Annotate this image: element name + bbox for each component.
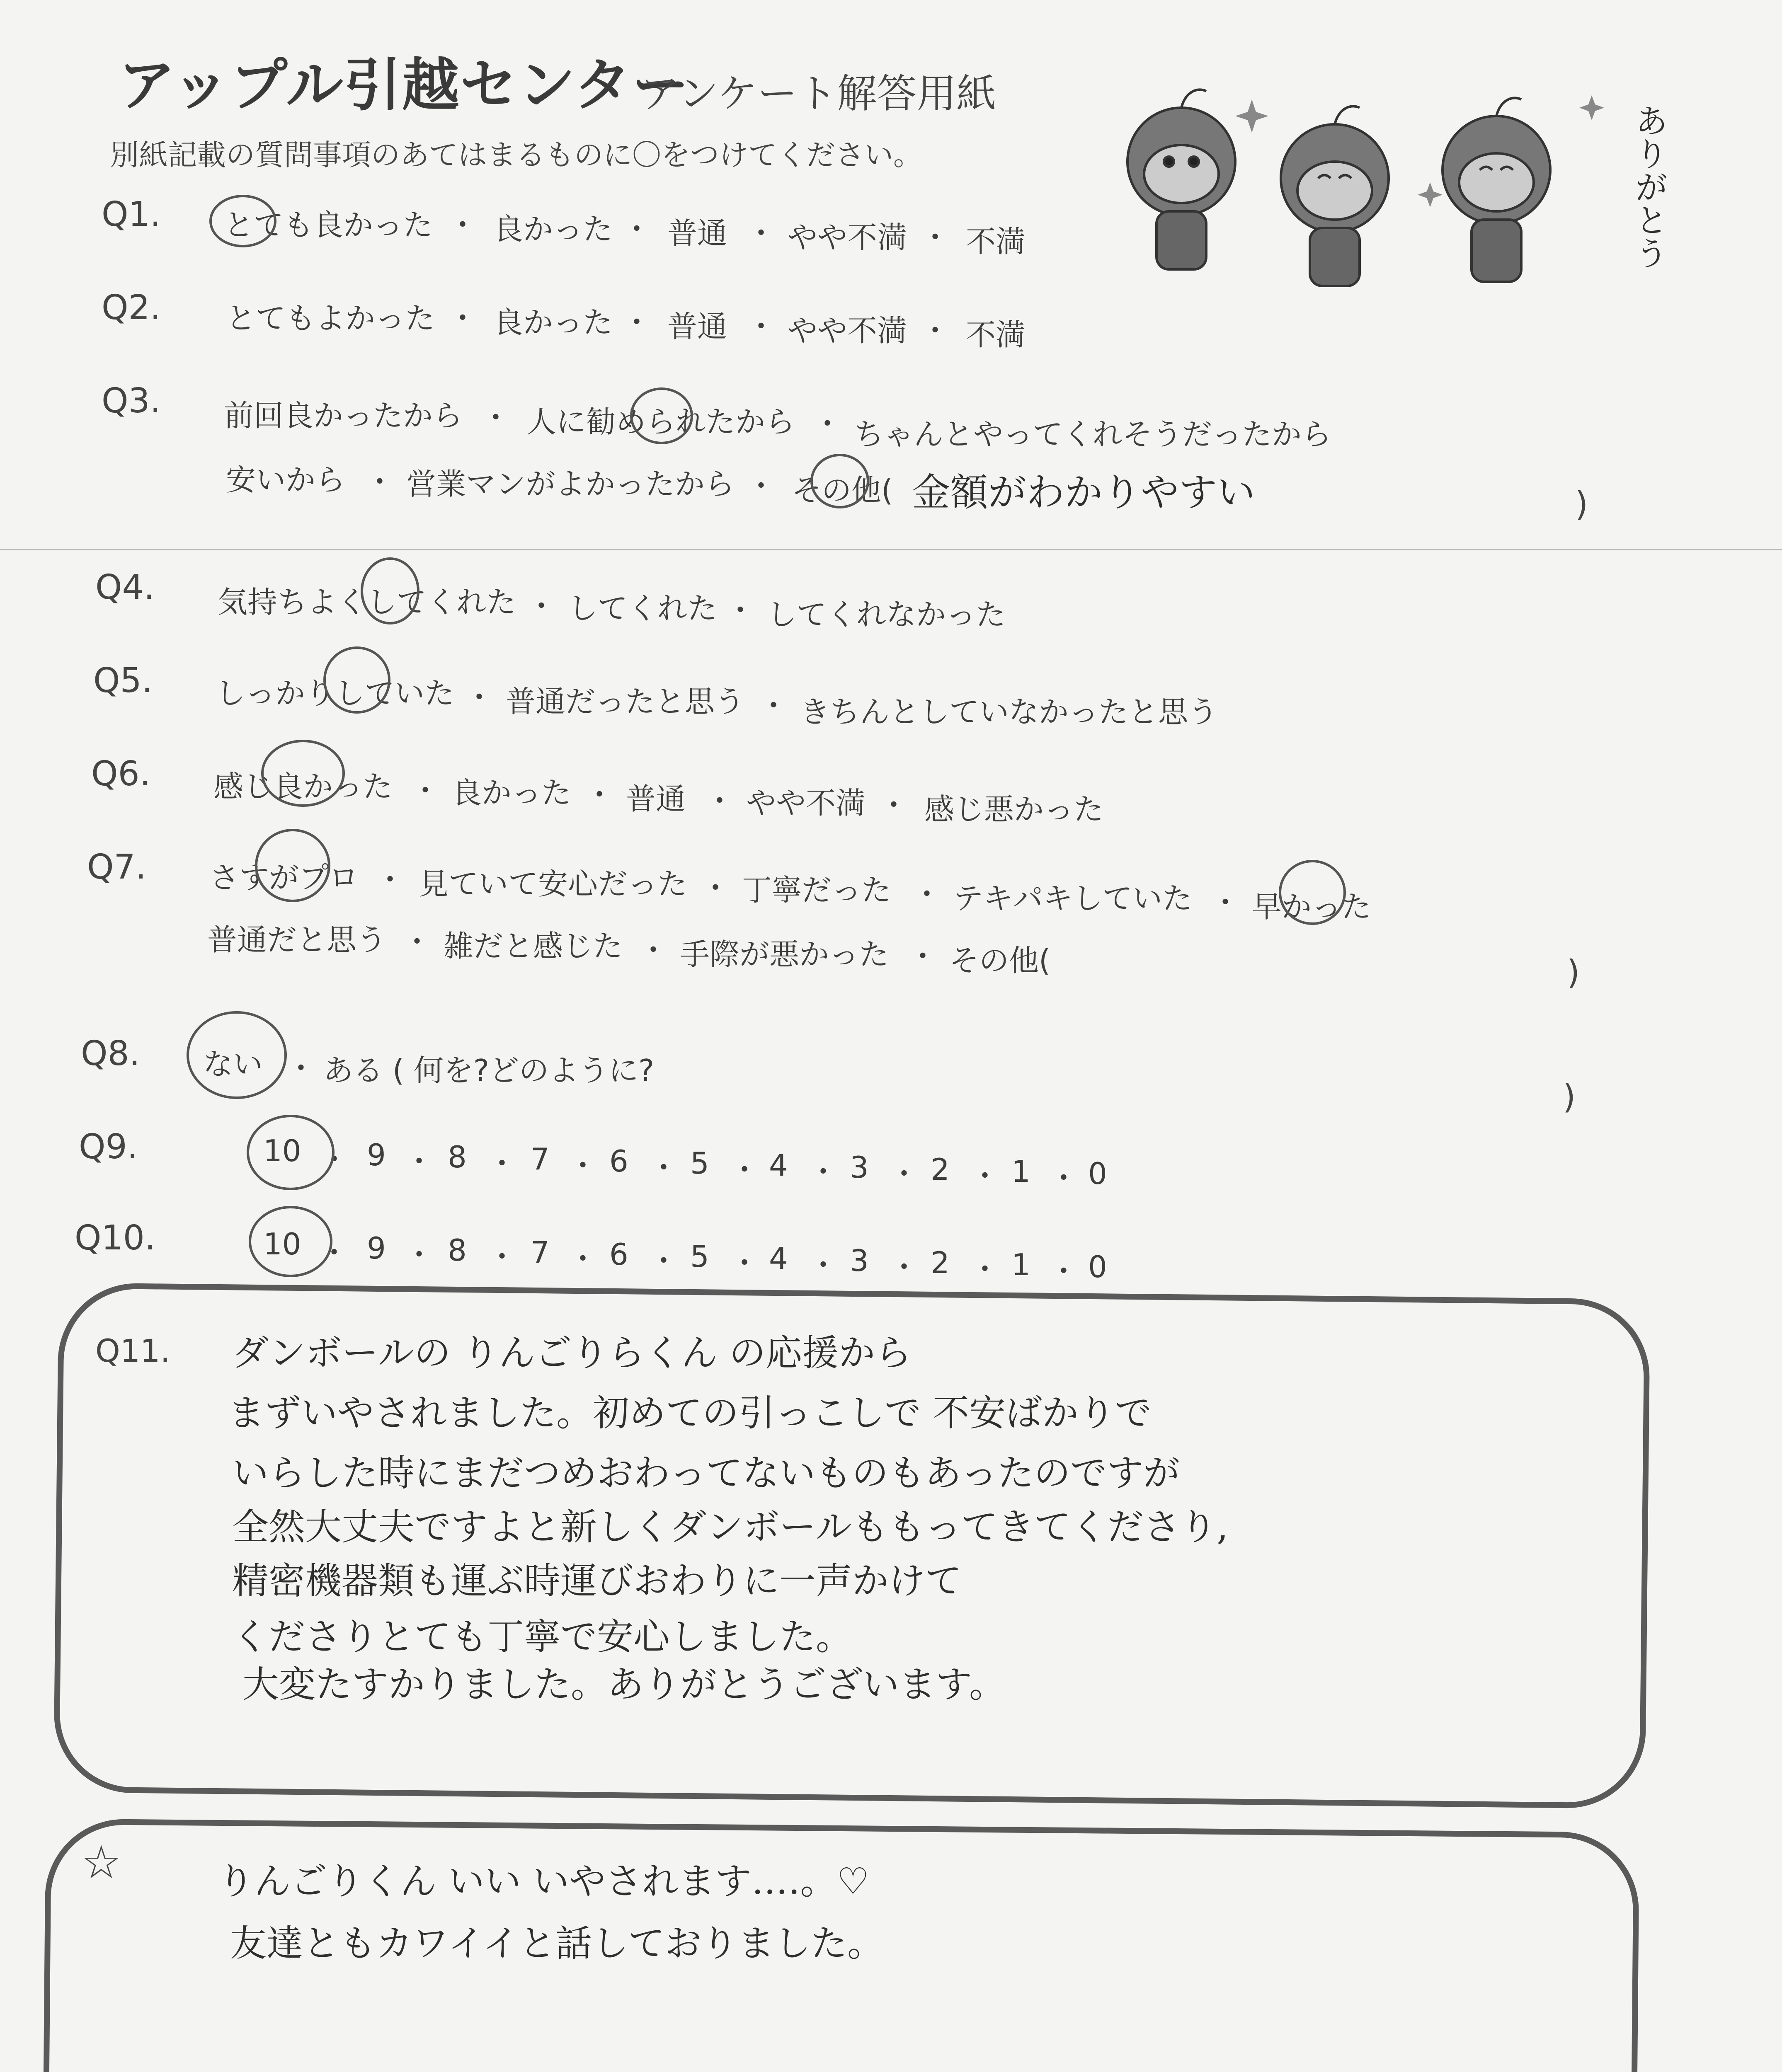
q10-value-3[interactable]: 3 [850, 1243, 869, 1278]
q3-option[interactable]: 人に勧められたから [526, 404, 795, 439]
q1-option[interactable]: 普通 [667, 216, 727, 251]
separator: ・ [481, 400, 511, 435]
q7-close-paren: ) [1567, 953, 1580, 992]
q8-close-paren: ) [1563, 1077, 1576, 1116]
q6-option[interactable]: やや不満 [746, 786, 866, 821]
q3-other-handwriting: 金額がわかりやすい [912, 470, 1256, 515]
q1-option[interactable]: とても良かった [224, 208, 433, 242]
separator: ・ [1049, 1254, 1079, 1289]
q7-option[interactable]: 普通だと思う [207, 922, 387, 957]
separator: ・ [286, 1051, 316, 1086]
q5-option[interactable]: きちんとしていなかったと思う [800, 695, 1218, 729]
separator: ・ [970, 1252, 1000, 1287]
q3-option-other[interactable]: その他( [792, 473, 893, 508]
separator: ・ [808, 1248, 839, 1283]
q10-value-8[interactable]: 8 [448, 1233, 467, 1268]
separator: ・ [319, 1142, 349, 1177]
q3-other-circle [810, 454, 869, 508]
separator: ・ [746, 309, 776, 344]
q9-value-8[interactable]: 8 [448, 1140, 467, 1174]
q2-label: Q2. [102, 288, 161, 327]
separator: ・ [568, 1148, 598, 1183]
separator: ・ [365, 465, 395, 499]
star-icon: ☆ [81, 1836, 122, 1889]
q3-label: Q3. [102, 381, 161, 421]
q7-option[interactable]: 見ていて安心だった [419, 867, 688, 901]
q2-option[interactable]: とてもよかった [226, 301, 435, 336]
q10-value-7[interactable]: 7 [531, 1235, 550, 1270]
q5-option[interactable]: 普通だったと思う [506, 684, 745, 719]
q10-value-2[interactable]: 2 [931, 1245, 950, 1280]
q9-value-7[interactable]: 7 [531, 1142, 550, 1176]
q7-answer-circle-1 [255, 829, 330, 902]
q9-answer-circle [247, 1115, 335, 1190]
separator: ・ [730, 1246, 760, 1280]
q7-option-other[interactable]: その他( [949, 943, 1051, 978]
q9-value-2[interactable]: 2 [931, 1152, 950, 1187]
q9-value-5[interactable]: 5 [690, 1146, 709, 1181]
q6-answer-circle [261, 740, 345, 807]
separator: ・ [908, 939, 938, 974]
separator: ・ [912, 877, 942, 912]
q11-handwriting-line: くださりとても丁寧で安心しました。 [232, 1615, 853, 1658]
q10-value-6[interactable]: 6 [609, 1237, 628, 1272]
separator: ・ [568, 1242, 598, 1276]
separator: ・ [404, 1237, 434, 1272]
separator: ・ [375, 862, 405, 897]
mascot-right-icon [1443, 98, 1550, 282]
q8-answer-circle [187, 1011, 287, 1099]
q1-option[interactable]: 良かった [493, 212, 613, 247]
q10-label: Q10. [75, 1218, 155, 1258]
separator: ・ [622, 305, 652, 340]
q10-value-10[interactable]: 10 [263, 1227, 301, 1261]
q3-option[interactable]: 前回良かったから [224, 398, 463, 433]
q5-answer-circle [323, 646, 390, 714]
q8-option[interactable]: ない [203, 1047, 263, 1082]
q4-option[interactable]: 気持ちよくしてくれた [218, 585, 516, 620]
q1-label: Q1. [102, 195, 161, 234]
q7-option[interactable]: テキパキしていた [953, 881, 1193, 916]
q10-value-9[interactable]: 9 [367, 1231, 386, 1266]
separator: ・ [584, 777, 615, 812]
separator: ・ [759, 688, 789, 723]
separator: ・ [487, 1239, 517, 1274]
separator: ・ [448, 208, 478, 242]
q11-handwriting-line: 全然大丈夫ですよと新しくダンボールももってきてくださり, [232, 1506, 1229, 1548]
q7-answer-circle-2 [1279, 860, 1346, 925]
q9-value-4[interactable]: 4 [769, 1148, 788, 1183]
separator: ・ [746, 216, 776, 251]
separator: ・ [410, 773, 441, 808]
q7-label: Q7. [87, 847, 146, 887]
separator: ・ [701, 871, 731, 905]
separator: ・ [808, 1155, 839, 1189]
separator: ・ [920, 220, 950, 255]
separator: ・ [649, 1150, 679, 1185]
q4-label: Q4. [95, 568, 155, 607]
q4-answer-circle [361, 557, 419, 625]
q4-option[interactable]: してくれなかった [767, 597, 1006, 632]
separator: ・ [812, 407, 843, 441]
q6-option[interactable]: 感じ良かった [213, 769, 393, 804]
q10-value-1[interactable]: 1 [1011, 1247, 1030, 1282]
q10-value-4[interactable]: 4 [769, 1241, 788, 1276]
separator: ・ [889, 1157, 919, 1191]
q2-option[interactable]: 不満 [966, 317, 1026, 352]
q2-option[interactable]: 良かった [493, 305, 613, 340]
star-handwriting-line: りんごりくん いい いやされます‥‥。♡ [218, 1860, 870, 1903]
star-handwriting-line: 友達ともカワイイと話しておりました。 [230, 1922, 884, 1965]
q11-handwriting-line: 精密機器類も運ぶ時運びおわりに一声かけて [232, 1559, 962, 1602]
q6-option[interactable]: 感じ悪かった [924, 792, 1104, 827]
q3-option[interactable]: 安いから [226, 462, 346, 497]
mascot-middle-icon [1281, 106, 1389, 286]
q7-option[interactable]: 丁寧だった [742, 873, 892, 908]
q8-label: Q8. [81, 1034, 140, 1073]
q9-value-9[interactable]: 9 [367, 1138, 386, 1172]
separator: ・ [526, 589, 557, 624]
q9-value-1[interactable]: 1 [1011, 1154, 1030, 1189]
q3-option[interactable]: 営業マンがよかったから [406, 467, 735, 501]
separator: ・ [705, 784, 735, 818]
separator: ・ [404, 1144, 434, 1179]
q5-option[interactable]: しっかりしていた [216, 676, 455, 711]
separator: ・ [464, 680, 495, 715]
q7-option[interactable]: 手際が悪かった [680, 937, 889, 972]
separator: ・ [879, 788, 909, 823]
q5-label: Q5. [93, 661, 153, 700]
separator: ・ [622, 212, 652, 247]
separator: ・ [1210, 885, 1241, 920]
separator: ・ [638, 933, 669, 968]
q9-value-10[interactable]: 10 [263, 1133, 301, 1168]
q7-option[interactable]: 早かった [1252, 889, 1372, 924]
q10-answer-circle [249, 1206, 332, 1277]
separator: ・ [970, 1159, 1000, 1193]
q2-option[interactable]: やや不満 [788, 313, 907, 348]
q9-value-0[interactable]: 0 [1088, 1156, 1107, 1191]
separator: ・ [920, 313, 950, 348]
q11-handwriting-line: ダンボールの りんごりらくん の応援から [232, 1331, 912, 1374]
separator: ・ [725, 593, 756, 628]
q7-option[interactable]: さすがプロ [209, 860, 359, 895]
q9-value-3[interactable]: 3 [850, 1150, 869, 1185]
q6-option[interactable]: 良かった [452, 775, 572, 810]
q1-answer-circle [209, 195, 276, 247]
separator: ・ [402, 925, 432, 959]
mascot-illustration [1103, 75, 1662, 307]
separator: ・ [746, 469, 776, 503]
q3-close-paren: ) [1575, 485, 1588, 523]
q3-answer-circle [630, 387, 693, 444]
mascot-thanks-text: ありがとう [1629, 104, 1668, 269]
q4-option[interactable]: してくれた [568, 591, 718, 626]
separator: ・ [730, 1152, 760, 1187]
q2-option[interactable]: 普通 [667, 309, 727, 344]
q11-handwriting-line: いらした時にまだつめおわってないものもあったのですが [232, 1452, 1180, 1494]
company-title: アップル引越センター [118, 52, 690, 119]
q10-value-5[interactable]: 5 [690, 1239, 709, 1274]
q8-option[interactable]: ある ( 何を?どのように? [323, 1053, 655, 1088]
q1-option[interactable]: やや不満 [788, 220, 907, 255]
q6-option[interactable]: 普通 [626, 782, 686, 816]
separator: ・ [448, 301, 478, 336]
q11-handwriting-line: まずいやされました。初めての引っこしで 不安ばかりで [228, 1392, 1152, 1434]
q11-label: Q11. [95, 1332, 170, 1369]
separator: ・ [1049, 1161, 1079, 1196]
separator: ・ [487, 1146, 517, 1181]
q6-label: Q6. [91, 754, 150, 794]
section-divider [0, 549, 1782, 550]
q10-value-0[interactable]: 0 [1088, 1249, 1107, 1284]
separator: ・ [319, 1235, 349, 1270]
q11-handwriting-line: 大変たすかりました。ありがとうございます。 [242, 1663, 1006, 1706]
q7-option[interactable]: 雑だと感じた [444, 929, 623, 963]
q9-value-6[interactable]: 6 [609, 1144, 628, 1179]
separator: ・ [649, 1244, 679, 1278]
form-subtitle: アンケート解答用紙 [640, 70, 996, 117]
separator: ・ [889, 1250, 919, 1285]
mascot-left-icon [1127, 90, 1235, 269]
instruction-text: 別紙記載の質問事項のあてはまるものに〇をつけてください。 [110, 138, 922, 172]
q1-option[interactable]: 不満 [966, 224, 1026, 259]
q3-option[interactable]: ちゃんとやってくれそうだったから [854, 417, 1332, 452]
q9-label: Q9. [79, 1127, 138, 1167]
